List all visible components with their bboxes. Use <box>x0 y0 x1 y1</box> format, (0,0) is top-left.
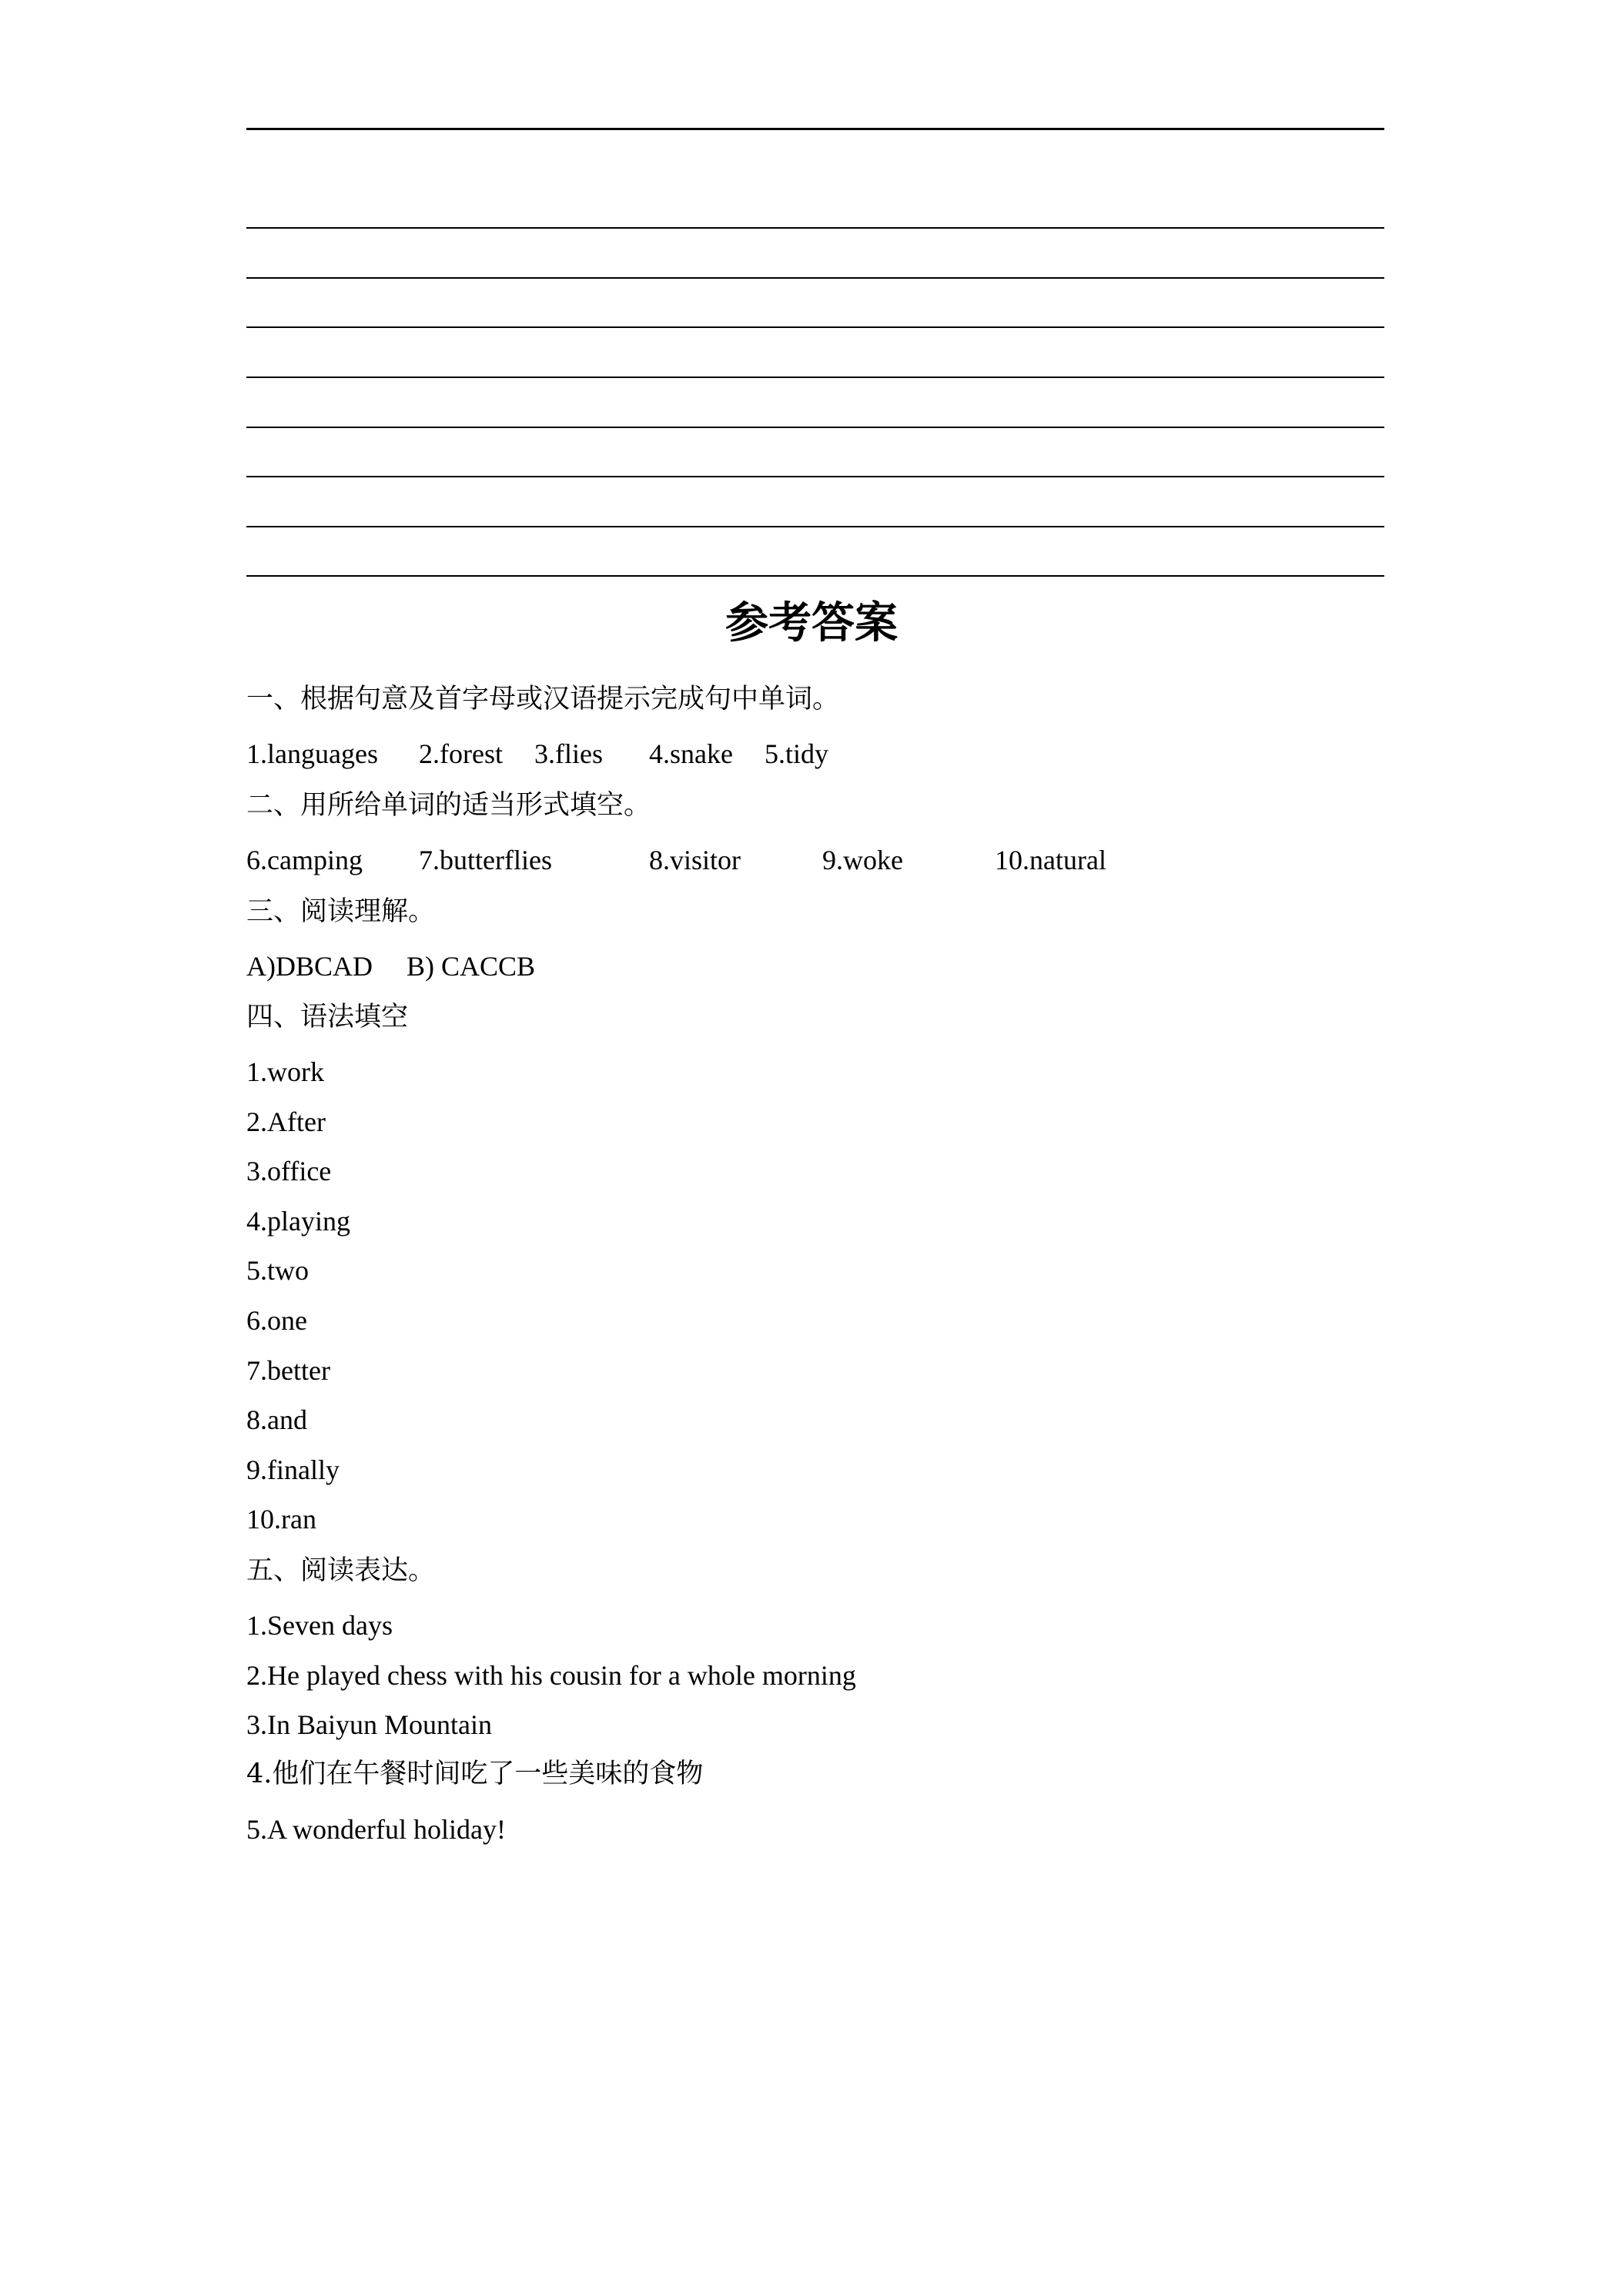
writing-line <box>246 377 1384 378</box>
writing-line <box>246 277 1384 279</box>
answer-item: 7.better <box>246 1355 330 1386</box>
section-heading: 五、阅读表达。 <box>246 1555 436 1586</box>
answer-item: 5.tidy <box>765 738 829 769</box>
answer-item: 9.finally <box>246 1454 340 1485</box>
answer-item: 4.他们在午餐时间吃了一些美味的食物 <box>246 1759 704 1789</box>
writing-line <box>246 427 1384 428</box>
writing-line <box>246 128 1384 130</box>
answer-item: 2.He played chess with his cousin for a whole morning <box>246 1660 856 1691</box>
writing-line <box>246 476 1384 477</box>
answer-item: 3.In Baiyun Mountain <box>246 1709 492 1740</box>
answer-item: 2.After <box>246 1106 326 1137</box>
writing-line <box>246 227 1384 229</box>
answer-item: B) CACCB <box>407 951 536 982</box>
answer-item: 6.one <box>246 1305 307 1336</box>
answer-item: 10.ran <box>246 1504 316 1535</box>
answer-item: 9.woke <box>822 845 903 875</box>
answer-item: 5.two <box>246 1255 309 1286</box>
answer-item: A)DBCAD <box>246 951 373 982</box>
answer-item: 4.snake <box>649 738 733 769</box>
answer-item: 6.camping <box>246 845 363 875</box>
answer-item: 1.Seven days <box>246 1610 393 1641</box>
answer-item: 10.natural <box>995 845 1106 875</box>
answer-item: 1.work <box>246 1056 324 1087</box>
answer-item: 2.forest <box>419 738 503 769</box>
answer-item: 1.languages <box>246 738 378 769</box>
page-title: 参考答案 <box>725 598 898 648</box>
section-heading: 三、阅读理解。 <box>246 896 436 927</box>
answer-item: 3.office <box>246 1156 332 1186</box>
answer-item: 4.playing <box>246 1206 350 1237</box>
section-heading: 二、用所给单词的适当形式填空。 <box>246 790 651 821</box>
section-heading: 一、根据句意及首字母或汉语提示完成句中单词。 <box>246 684 840 715</box>
answer-item: 8.visitor <box>649 845 741 875</box>
answer-item: 8.and <box>246 1404 307 1435</box>
answer-item: 3.flies <box>534 738 603 769</box>
writing-line <box>246 526 1384 527</box>
section-heading: 四、语法填空 <box>246 1002 409 1033</box>
answer-item: 5.A wonderful holiday! <box>246 1814 506 1845</box>
writing-line <box>246 326 1384 328</box>
answer-item: 7.butterflies <box>419 845 552 875</box>
writing-line <box>246 575 1384 577</box>
